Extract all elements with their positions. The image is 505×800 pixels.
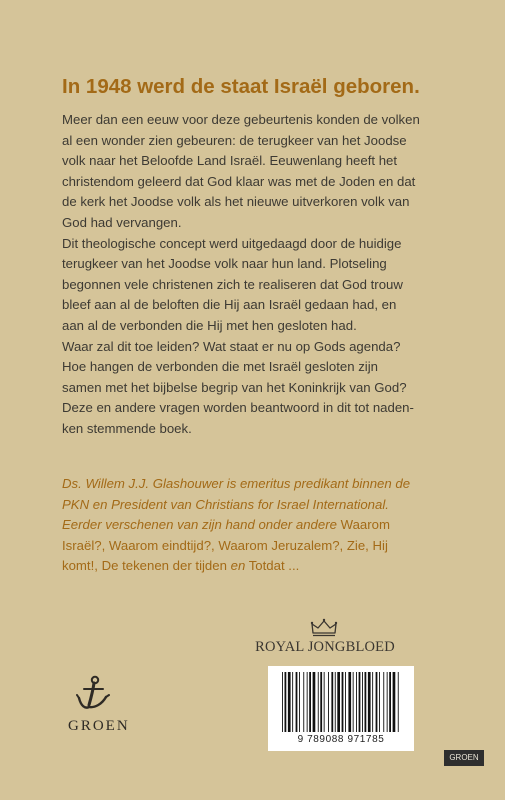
publisher-logo: ROYAL JONGBLOED [255, 639, 395, 655]
headline: In 1948 werd de staat Israël geboren. [62, 75, 420, 98]
barcode-bar [313, 672, 316, 732]
barcode-bar [296, 672, 298, 732]
barcode-bar [356, 672, 357, 732]
blurb-line: ken stemmende boek. [62, 420, 192, 436]
book-titles: komt!, De tekenen der tijden [62, 558, 227, 574]
barcode-bar [345, 672, 346, 732]
blurb-line: Meer dan een eeuw voor deze gebeurtenis konden de volken [62, 112, 420, 127]
barcode-area [268, 666, 414, 751]
anchor-icon [76, 674, 110, 714]
barcode [280, 672, 400, 732]
barcode-bar [285, 672, 287, 732]
blurb-line: de kerk het Joodse volk als het nieuwe uitverkoren volk van [62, 194, 410, 210]
blurb-line: bleef aan al de beloften die Hij aan Israël gedaan had, en [62, 297, 397, 313]
barcode-bar [376, 672, 378, 732]
barcode-bar [324, 672, 325, 732]
blurb-line: Deze en andere vragen worden beantwoord in dit tot naden- [62, 400, 414, 416]
blurb-line: Waar zal dit toe leiden? Wat staat er nu op Gods agenda? [62, 338, 401, 354]
blurb-line: christendom geleerd dat God klaar was met de Joden en dat [62, 173, 416, 189]
blurb-line: samen met het bijbelse begrip van het Koninkrijk van God? [62, 379, 407, 395]
spine-label: GROEN [444, 750, 484, 766]
barcode-bar [288, 672, 291, 732]
barcode-bar [365, 672, 367, 732]
barcode-bar [383, 672, 384, 732]
barcode-bar [342, 672, 344, 732]
bio-line [62, 495, 482, 516]
book-titles: Israël?, Waarom eindtijd?, Waarom Jeruzalem?, Zie, Hij [62, 537, 388, 553]
bio-text: Ds. Willem J.J. Glashouwer is emeritus predikant binnen de [62, 476, 411, 491]
bio-text: Eerder verschenen van zijn hand onder andere [62, 517, 337, 533]
bio-line [62, 474, 482, 495]
barcode-bar [368, 672, 371, 732]
barcode-bar [337, 672, 340, 732]
bio-text: PKN en President van Christians for Israel International. [62, 496, 389, 512]
barcode-bar [335, 672, 336, 732]
barcode-bar [389, 672, 391, 732]
barcode-bar [348, 672, 351, 732]
blurb-text [62, 110, 482, 440]
blurb-line: volk naar het Beloofde Land Israël. Eeuwenlang heeft het [62, 153, 398, 169]
blurb-line: Dit theologische concept werd uitgedaagd door de huidige [62, 235, 402, 251]
blurb-line: Hoe hangen de verbonden die met Israël gesloten zijn [62, 359, 378, 375]
barcode-bar [387, 672, 388, 732]
groen-imprint-logo: GROEN [68, 718, 130, 734]
blurb-line: aan al de verbonden die Hij met hen gesloten had. [62, 317, 357, 333]
barcode-bar [292, 672, 293, 732]
isbn-number: 9 789088 971785 [297, 734, 385, 745]
barcode-bar [299, 672, 300, 732]
barcode-bar [372, 672, 373, 732]
barcode-bar [393, 672, 396, 732]
crown-icon [309, 618, 339, 638]
book-title: Waarom [340, 517, 390, 533]
barcode-bar [282, 672, 283, 732]
barcode-bar [362, 672, 363, 732]
blurb-line: God had vervangen. [62, 214, 182, 230]
blurb-line: begonnen vele christenen zich te realiseren dat God trouw [62, 276, 403, 292]
bio-line [62, 556, 482, 577]
barcode-bar [331, 672, 333, 732]
barcode-bar [398, 672, 399, 732]
barcode-bar [303, 672, 304, 732]
barcode-bar [309, 672, 311, 732]
barcode-bar [379, 672, 380, 732]
bio-line [62, 515, 482, 536]
barcode-bar [359, 672, 361, 732]
barcode-bar [318, 672, 319, 732]
bio-line [62, 536, 482, 557]
barcode-bar [320, 672, 322, 732]
blurb-line: terugkeer van het Joodse volk naar hun land. Plotseling [62, 256, 387, 272]
barcode-bar [328, 672, 329, 732]
author-bio [62, 474, 482, 577]
book-title: Totdat ... [248, 558, 300, 574]
blurb-line: al een wonder zien gebeuren: de terugkeer van het Joodse [62, 132, 407, 148]
bio-text: en [230, 558, 246, 574]
barcode-bar [307, 672, 308, 732]
barcode-bar [353, 672, 354, 732]
